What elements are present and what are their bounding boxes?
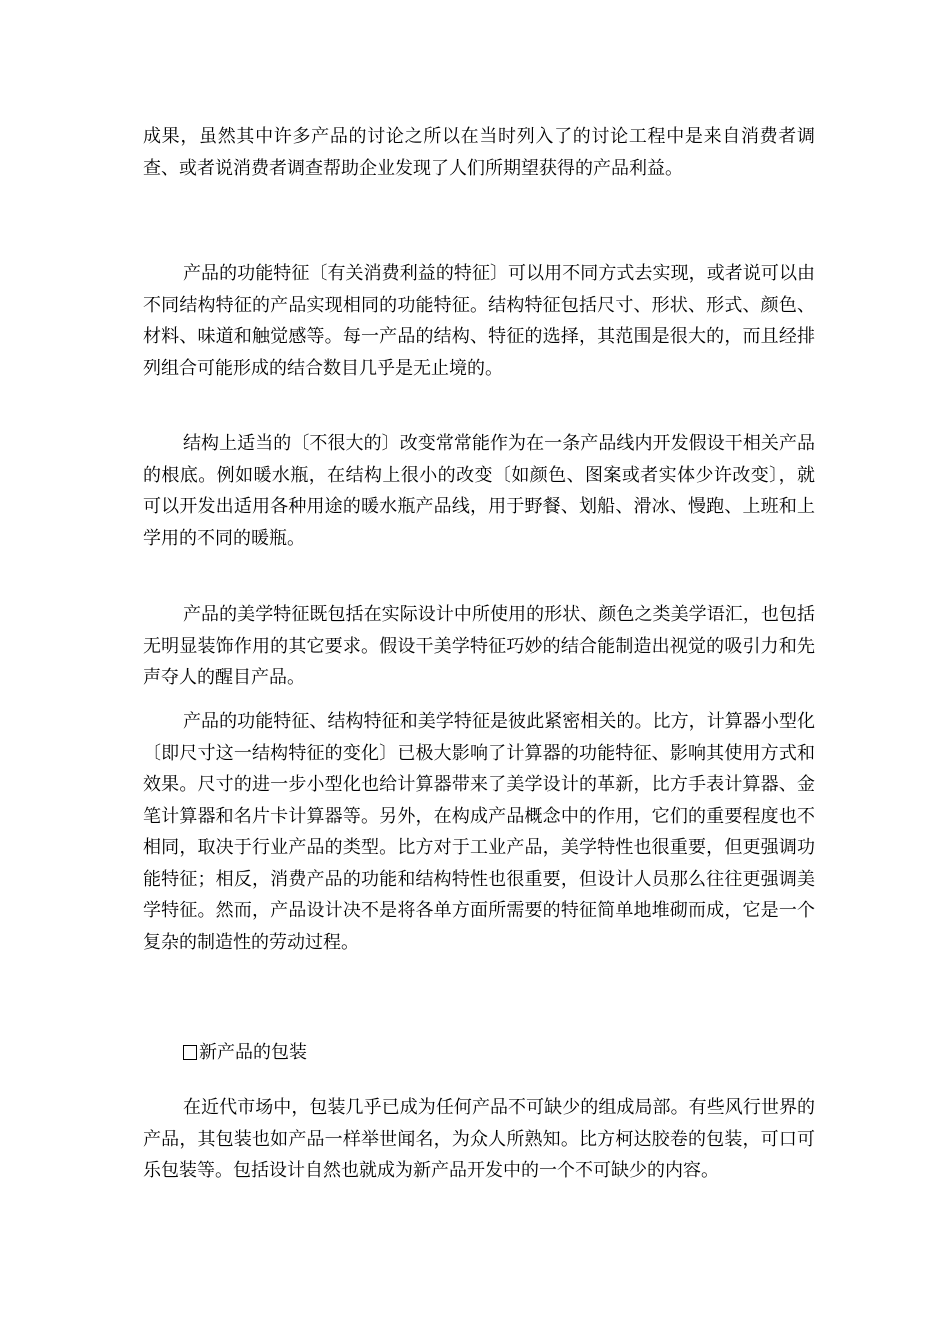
section-heading bbox=[183, 1037, 307, 1069]
paragraph-1: 成果，虽然其中许多产品的讨论之所以在当时列入了的讨论工程中是来自消费者调查、或者说消费者调查帮助企业发现了人们所期望获得的产品利益。 bbox=[143, 126, 815, 179]
paragraph-5: 产品的功能特征、结构特征和美学特征是彼此紧密相关的。比方，计算器小型化〔即尺寸这一结构特征的变化〕已极大影响了计算器的功能特征、影响其使用方式和效果。尺寸的进一步小型化也给计算器带来了美学设计的革新，比方手表计算器、金笔计算器和名片卡计算器等。另外，在构成产品概念中的作用，它们的重要程度也不相同，取决于行业产品的类型。比方对于工业产品，美学特性也很重要，但更强调功能特征；相反，消费产品的功能和结构特性也很重要，但设计人员那么往往更强调美学特征。然而，产品设计决不是将各单方面所需要的特征简单地堆砌而成，它是一个复杂的制造性的劳动过程。 bbox=[143, 711, 815, 953]
paragraph-4: 产品的美学特征既包括在实际设计中所使用的形状、颜色之类美学语汇，也包括无明显装饰作用的其它要求。假设干美学特征巧妙的结合能制造出视觉的吸引力和先声夺人的醒目产品。 bbox=[143, 604, 815, 688]
section-heading-text: 新产品的包装 bbox=[199, 1042, 307, 1063]
paragraph-2: 产品的功能特征〔有关消费利益的特征〕可以用不同方式去实现，或者说可以由不同结构特征的产品实现相同的功能特征。结构特征包括尺寸、形状、形式、颜色、材料、味道和触觉感等。每一产品的结构、特征的选择，其范围是很大的，而且经排列组合可能形成的结合数目几乎是无止境的。 bbox=[143, 263, 815, 379]
checkbox-square-icon bbox=[183, 1045, 197, 1060]
paragraph-6: 在近代市场中，包装几乎已成为任何产品不可缺少的组成局部。有些风行世界的产品，其包装也如产品一样举世闻名，为众人所熟知。比方柯达胶卷的包装，可口可乐包装等。包括设计自然也就成为新产品开发中的一个不可缺少的内容。 bbox=[143, 1097, 815, 1181]
paragraph-3: 结构上适当的〔不很大的〕改变常常能作为在一条产品线内开发假设干相关产品的根底。例如暖水瓶，在结构上很小的改变〔如颜色、图案或者实体少许改变〕，就可以开发出适用各种用途的暖水瓶产品线，用于野餐、划船、滑冰、慢跑、上班和上学用的不同的暖瓶。 bbox=[143, 433, 815, 549]
